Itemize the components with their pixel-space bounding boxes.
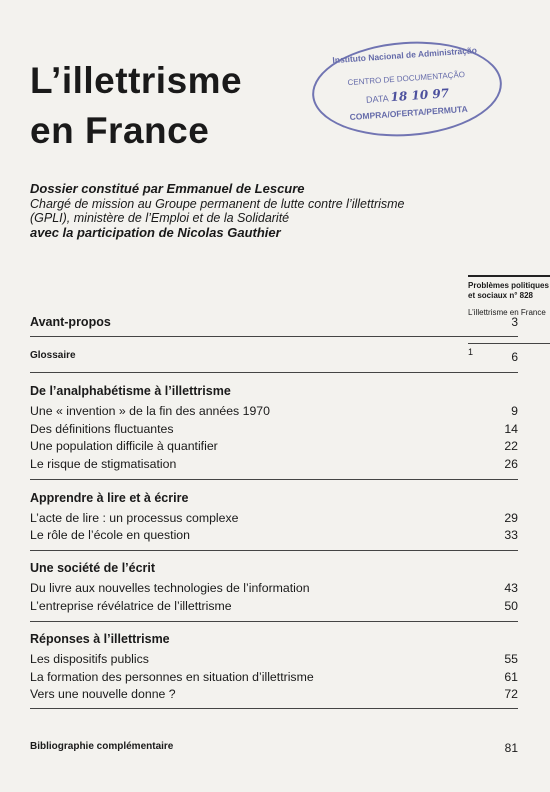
toc-entry-label: Des définitions fluctuantes xyxy=(30,422,174,436)
toc-entry[interactable] xyxy=(30,422,518,436)
toc-rule xyxy=(30,336,518,337)
toc-rule xyxy=(30,621,518,622)
toc-rule xyxy=(30,372,518,373)
toc-entry-label: Vers une nouvelle donne ? xyxy=(30,687,176,701)
toc-entry-page: 33 xyxy=(504,528,518,542)
stamp-institute: Instituto Nacional de Administração xyxy=(332,45,478,66)
toc-entry[interactable] xyxy=(30,652,518,666)
toc-section-title[interactable]: Apprendre à lire et à écrire xyxy=(30,491,189,505)
toc-entry-label: L’acte de lire : un processus complexe xyxy=(30,511,239,525)
stamp-mode: COMPRA/OFERTA/PERMUTA xyxy=(349,103,468,123)
toc-avant-propos-page: 3 xyxy=(511,315,518,329)
toc-entry-page: 22 xyxy=(504,439,518,453)
page-title xyxy=(30,56,242,156)
toc-entry-page: 9 xyxy=(511,404,518,418)
toc-avant-propos-label: Avant-propos xyxy=(30,315,111,329)
toc-entry[interactable] xyxy=(30,439,518,453)
sidebar-number: 1 xyxy=(468,347,474,357)
toc-entry-label: Le risque de stigmatisation xyxy=(30,457,177,471)
dossier-collaborator: avec la participation de Nicolas Gauthier xyxy=(30,224,281,240)
toc-entry-label: Du livre aux nouvelles technologies de l’information xyxy=(30,581,310,595)
toc-entry[interactable] xyxy=(30,457,518,471)
toc-glossaire[interactable] xyxy=(30,350,518,364)
toc-entry-label: Le rôle de l’école en question xyxy=(30,528,190,542)
toc-entry[interactable] xyxy=(30,404,518,418)
stamp-centre: CENTRO DE DOCUMENTAÇÃO xyxy=(347,69,466,88)
toc-entry-page: 72 xyxy=(504,687,518,701)
toc-rule xyxy=(30,550,518,551)
sidebar-top-rule xyxy=(468,275,550,277)
toc-entry-page: 61 xyxy=(504,670,518,684)
sidebar-subject: L’illettrisme en France xyxy=(468,308,546,317)
toc-entry-label: Les dispositifs publics xyxy=(30,652,149,666)
toc-entry-label: Une population difficile à quantifier xyxy=(30,439,218,453)
toc-entry[interactable] xyxy=(30,670,518,684)
toc-entry-page: 29 xyxy=(504,511,518,525)
title-line-1: L’illettrisme xyxy=(30,60,243,101)
toc-section-title[interactable]: Réponses à l’illettrisme xyxy=(30,632,170,646)
toc-entry-page: 50 xyxy=(504,599,518,613)
toc-entry-page: 55 xyxy=(504,652,518,666)
toc-glossaire-label: Glossaire xyxy=(30,350,76,361)
toc-entry-label: Une « invention » de la fin des années 1970 xyxy=(30,404,270,418)
toc-entry[interactable] xyxy=(30,687,518,701)
library-stamp xyxy=(309,35,505,142)
dossier-role-2: (GPLI), ministère de l’Emploi et de la Solidarité xyxy=(30,211,290,225)
sidebar-series: Problèmes politiques et sociaux n° 828 xyxy=(468,281,549,300)
stamp-date-value: 18 10 97 xyxy=(390,86,450,105)
toc-entry[interactable] xyxy=(30,528,518,542)
toc-entry-page: 43 xyxy=(504,581,518,595)
toc-avant-propos[interactable] xyxy=(30,315,518,329)
stamp-date-label: DATA xyxy=(365,93,389,105)
toc-entry-page: 26 xyxy=(504,457,518,471)
title-line-2: en France xyxy=(30,110,210,151)
toc-rule xyxy=(30,479,518,480)
toc-bibliographie[interactable] xyxy=(30,741,518,755)
toc-rule xyxy=(30,708,518,709)
toc-section-title[interactable]: Une société de l’écrit xyxy=(30,561,156,575)
dossier-credits xyxy=(30,182,450,240)
toc-entry-page: 14 xyxy=(504,422,518,436)
toc-entry-label: L’entreprise révélatrice de l’illettrisme xyxy=(30,599,232,613)
toc-entry[interactable] xyxy=(30,581,518,595)
dossier-role-1: Chargé de mission au Groupe permanent de lutte contre l’illettrisme xyxy=(30,196,405,211)
toc-entry-label: La formation des personnes en situation d’illettrisme xyxy=(30,670,314,684)
toc-section-title[interactable]: De l’analphabétisme à l’illettrisme xyxy=(30,384,231,398)
toc-bibliographie-page: 81 xyxy=(504,741,518,755)
toc-entry[interactable] xyxy=(30,599,518,613)
dossier-author: Dossier constitué par Emmanuel de Lescure xyxy=(30,181,305,196)
toc-entry[interactable] xyxy=(30,511,518,525)
sidebar-rule xyxy=(468,343,550,344)
toc-bibliographie-label: Bibliographie complémentaire xyxy=(30,741,174,752)
toc-glossaire-page: 6 xyxy=(511,350,518,364)
